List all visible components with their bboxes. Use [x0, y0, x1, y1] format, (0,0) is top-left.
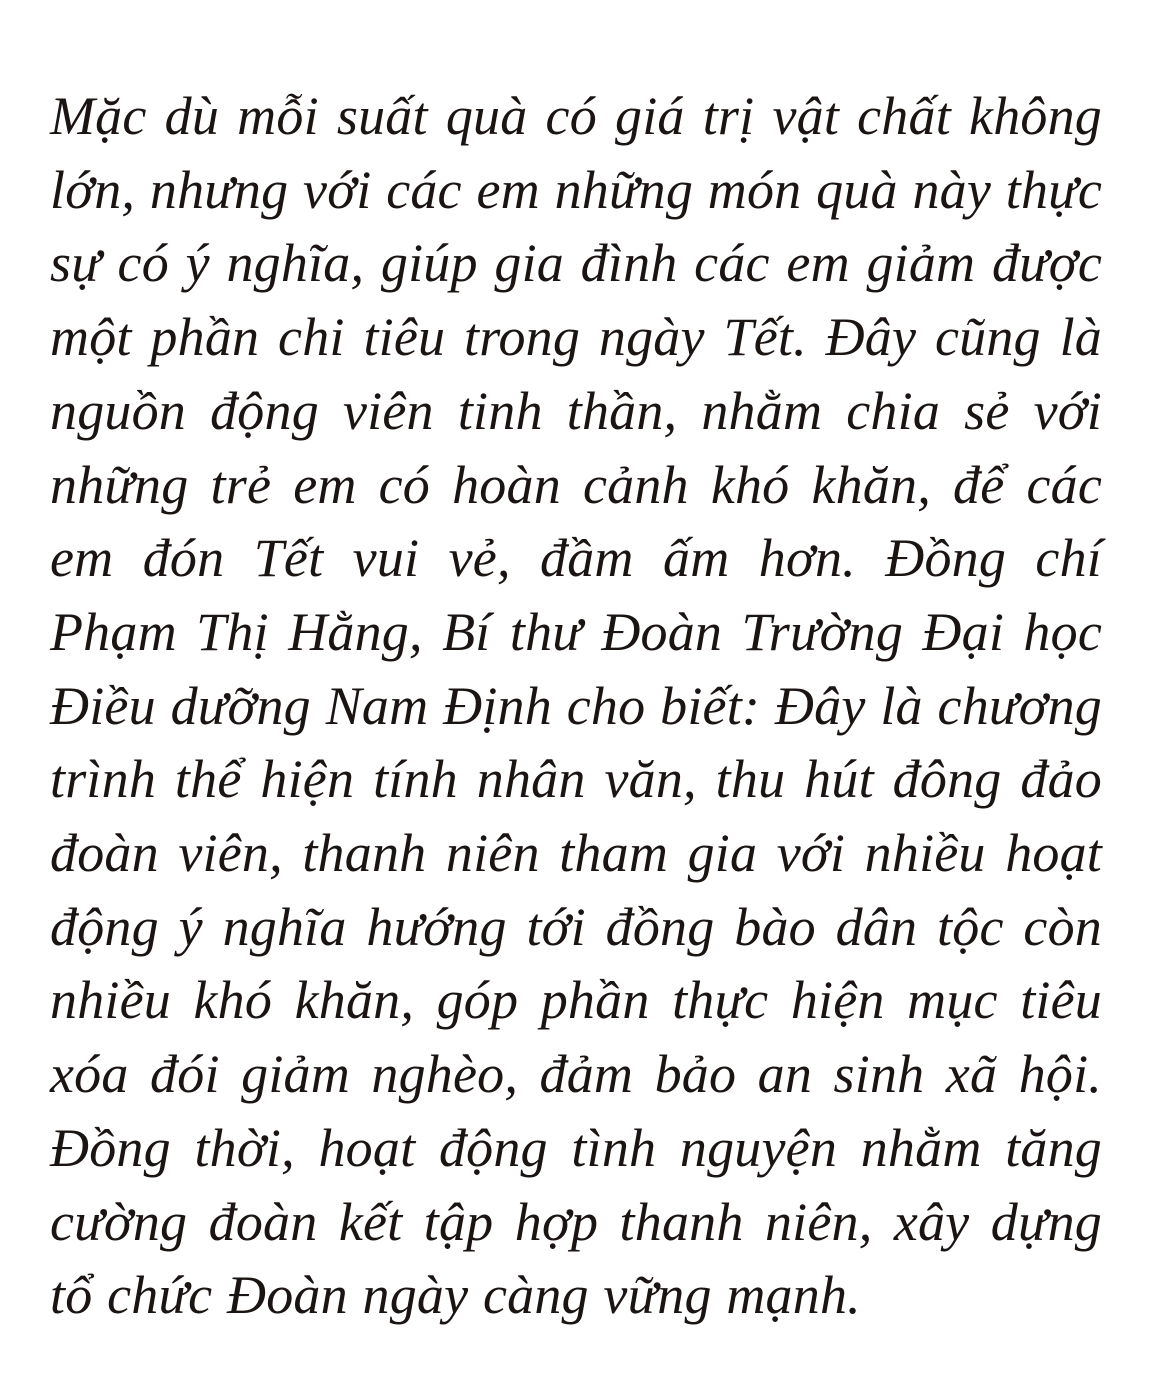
body-paragraph: Mặc dù mỗi suất quà có giá trị vật chất không lớn, nhưng với các em những món quà này thực sự có ý nghĩa, giúp gia đình các em giảm được một phần chi tiêu trong ngày Tết. Đây cũng là nguồn động viên tinh thần, nhằm chia sẻ với những trẻ em có hoàn cảnh khó khăn, để các em đón Tết vui vẻ, đầm ấm hơn. Đồng chí Phạm Thị Hằng, Bí thư Đoàn Trường Đại học Điều dưỡng Nam Định cho biết: Đây là chương trình thể hiện tính nhân văn, thu hút đông đảo đoàn viên, thanh niên tham gia với nhiều hoạt động ý nghĩa hướng tới đồng bào dân tộc còn nhiều khó khăn, góp phần thực hiện mục tiêu xóa đói giảm nghèo, đảm bảo an sinh xã hội. Đồng thời, hoạt động tình nguyện nhằm tăng cường đoàn kết tập hợp thanh niên, xây dựng tổ chức Đoàn ngày càng vững mạnh. — [50, 86, 1102, 1326]
